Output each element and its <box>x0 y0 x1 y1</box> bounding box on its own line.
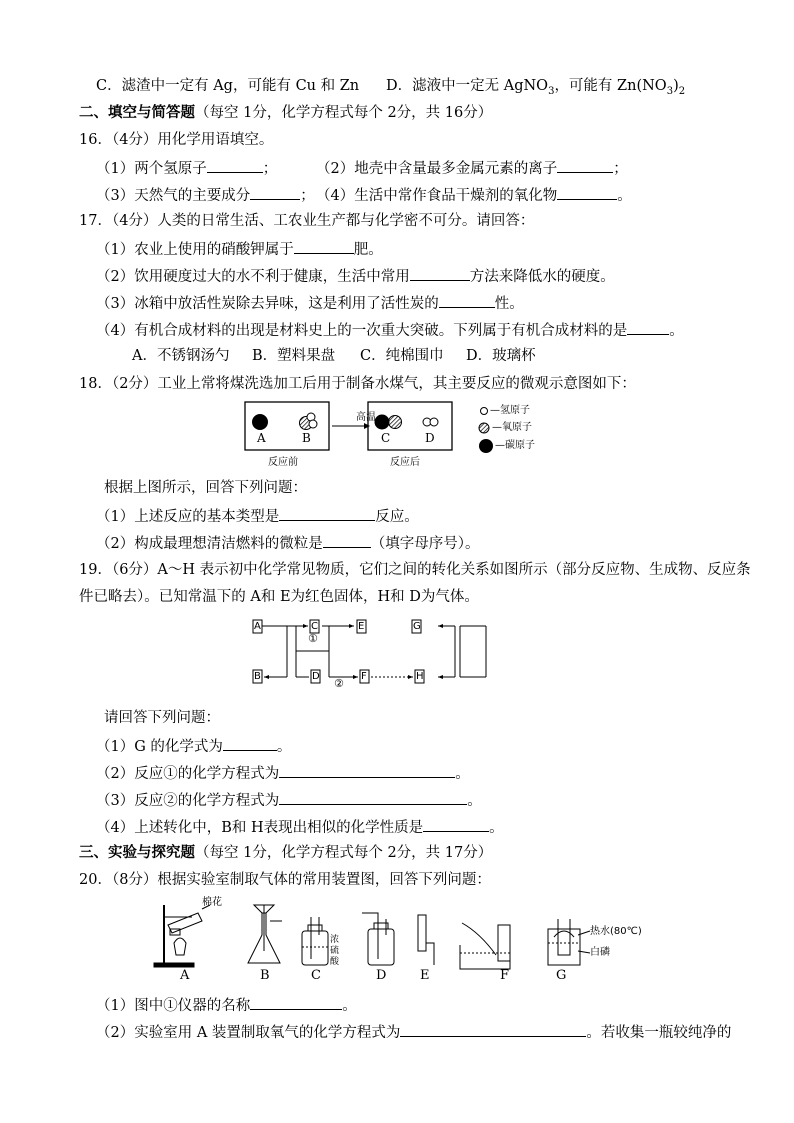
item-end: 。 <box>276 739 292 755</box>
arrow-head-icon <box>438 675 443 679</box>
label-b: B <box>302 431 311 445</box>
q15-option-d-part: ，可能有 Zn(NO <box>554 78 667 94</box>
section-note: （每空 1分，化学方程式每个 2分，共 17分） <box>195 845 493 861</box>
legend-carbon: —碳原子 <box>495 440 535 451</box>
answer-blank[interactable] <box>279 789 467 805</box>
q15-option-d-sub: 2 <box>678 85 686 97</box>
q15-option-d-sub: 3 <box>548 85 555 97</box>
item-end: 。 <box>669 323 684 339</box>
oxygen-atom-icon <box>389 416 402 429</box>
q19-item-3 <box>96 789 482 811</box>
item-end: 。 <box>342 998 357 1014</box>
label-a: A <box>257 431 266 445</box>
node-c: C <box>311 621 318 632</box>
item-end: 。 <box>455 766 470 782</box>
section-2-heading <box>79 103 492 123</box>
reaction-mark-2: ② <box>334 677 344 690</box>
apparatus-label-a: A <box>180 968 190 983</box>
section-3-heading <box>79 843 492 863</box>
node-h: H <box>416 671 424 682</box>
item-end: 性。 <box>494 296 524 312</box>
hot-water-label: 热水(80℃) <box>590 926 642 937</box>
q18-item-1 <box>96 505 419 527</box>
q19-item-2 <box>96 762 470 784</box>
q20-item-1 <box>96 994 357 1016</box>
arrow-head-icon <box>408 675 413 679</box>
q15-option-d-part: D．滤液中一定无 AgNO <box>386 78 549 94</box>
item-text: （2）反应①的化学方程式为 <box>96 766 280 782</box>
item-text: （3）冰箱中放活性炭除去异味，这是利用了活性炭的 <box>96 296 439 312</box>
before-caption: 反应前 <box>268 457 298 468</box>
item-text: （3）天然气的主要成分 <box>96 188 251 204</box>
item-text: （2）构成最理想清洁燃料的微粒是 <box>96 536 323 552</box>
q19-item-1 <box>96 735 291 757</box>
answer-blank[interactable] <box>410 265 470 281</box>
item-text: （1）G 的化学式为 <box>96 739 223 755</box>
item-text: （3）反应②的化学方程式为 <box>96 793 280 809</box>
after-caption: 反应后 <box>390 457 420 468</box>
answer-blank[interactable] <box>279 505 375 521</box>
oxygen-legend-icon <box>479 423 489 433</box>
q19-item-4 <box>96 816 504 838</box>
item-text: （2）饮用硬度过大的水不利于健康，生活中常用 <box>96 269 410 285</box>
reaction-diagram <box>244 400 724 472</box>
q17-item-3 <box>96 292 524 314</box>
item-text: （4）上述转化中，B和 H表现出相似的化学性质是 <box>96 820 424 836</box>
q19-stem-line1: 19．（6分）A～H 表示初中化学常见物质，它们之间的转化关系如图所示（部分反应物、生成物、反应条 <box>79 562 751 578</box>
answer-blank[interactable] <box>627 319 669 335</box>
arrow-head-icon <box>264 675 269 679</box>
item-end: ； <box>300 188 315 204</box>
item-text: （1）两个氢原子 <box>96 161 207 177</box>
node-b: B <box>254 671 261 682</box>
q16-item-4 <box>316 184 632 206</box>
node-a: A <box>254 621 261 632</box>
answer-blank[interactable] <box>294 238 354 254</box>
item-end: 反应。 <box>375 509 419 525</box>
q20-stem: 20．（8分）根据实验室制取气体的常用装置图，回答下列问题： <box>79 872 491 888</box>
q17-item-2 <box>96 265 615 287</box>
q19-stem-line2: 件已略去）。已知常温下的 A和 E为红色固体，H和 D为气体。 <box>79 589 479 605</box>
node-f: F <box>361 671 367 682</box>
q17-option-b[interactable]: B．塑料果盘 <box>252 348 336 364</box>
answer-blank[interactable] <box>439 292 495 308</box>
item-end: 方法来降低水的硬度。 <box>469 269 615 285</box>
q17-stem: 17．（4分）人类的日常生活、工农业生产都与化学密不可分。请回答： <box>79 213 535 229</box>
item-end: ； <box>262 161 278 177</box>
reaction-diagram-svg <box>244 400 724 472</box>
q15-option-d-part: ) <box>673 78 679 94</box>
crucible-label: 白磷 <box>590 947 610 958</box>
answer-blank[interactable] <box>423 816 489 832</box>
cotton-label: 棉花 <box>202 897 222 908</box>
item-end: 。 <box>617 188 632 204</box>
q19-intro: 请回答下列问题： <box>104 710 220 726</box>
apparatus-label-g: G <box>556 968 567 983</box>
node-g: G <box>413 621 421 632</box>
answer-blank[interactable] <box>279 762 455 778</box>
apparatus-label-b: B <box>260 968 270 983</box>
answer-blank[interactable] <box>557 157 613 173</box>
q18-stem: 18．（2分）工业上常将煤洗选加工后用于制备水煤气，其主要反应的微观示意图如下： <box>79 376 636 392</box>
conversion-diagram <box>250 615 510 690</box>
q17-option-c[interactable]: C．纯棉围巾 <box>360 348 444 364</box>
label-d: D <box>425 431 435 445</box>
arrow-head-icon <box>349 624 354 628</box>
arrow-label: 高温 <box>356 412 376 423</box>
item-text: （4）生活中常作食品干燥剂的氧化物 <box>316 188 558 204</box>
q16-item-2 <box>316 157 628 179</box>
answer-blank[interactable] <box>223 735 277 751</box>
reaction-mark-1: ① <box>308 632 318 645</box>
q16-stem: 16．（4分）用化学用语填空。 <box>79 132 274 148</box>
section-title: 二、填空与简答题 <box>79 104 195 121</box>
q18-intro: 根据上图所示，回答下列问题： <box>104 480 307 496</box>
answer-blank[interactable] <box>400 1021 586 1037</box>
item-text: （1）图中①仪器的名称 <box>96 998 251 1014</box>
q15-option-c: C．滤渣中一定有 Ag，可能有 Cu 和 Zn <box>96 78 360 94</box>
answer-blank[interactable] <box>207 157 263 173</box>
hydrogen-atom-icon <box>430 418 438 426</box>
q17-item-4 <box>96 319 684 341</box>
answer-blank[interactable] <box>250 994 342 1010</box>
section-note: （每空 1分，化学方程式每个 2分，共 16分） <box>195 105 493 121</box>
answer-blank[interactable] <box>323 532 371 548</box>
item-text: （4）有机合成材料的出现是材料史上的一次重大突破。下列属于有机合成材料的是 <box>96 323 628 339</box>
item-end: 。 <box>489 820 504 836</box>
q17-option-a[interactable]: A．不锈钢汤勺 <box>132 348 230 364</box>
answer-blank[interactable] <box>557 184 617 200</box>
q17-option-d[interactable]: D．玻璃杯 <box>466 348 536 364</box>
apparatus-label-f: F <box>500 968 510 983</box>
legend-oxygen: —氧原子 <box>492 422 532 433</box>
item-end: 肥。 <box>353 242 383 258</box>
item-end: 。 <box>467 793 482 809</box>
arrow-head-icon <box>438 624 443 628</box>
apparatus-figure <box>150 895 650 987</box>
arrow-head-icon <box>353 675 358 679</box>
item-text: （1）农业上使用的硝酸钾属于 <box>96 242 294 258</box>
item-end: 。若收集一瓶较纯净的 <box>586 1025 732 1041</box>
label-c: C <box>381 431 391 445</box>
apparatus-label-e: E <box>420 968 430 983</box>
acid-label: 浓硫酸 <box>330 935 340 967</box>
hydrogen-atom-icon <box>309 420 317 428</box>
apparatus-svg <box>150 895 650 987</box>
hydrogen-legend-icon <box>481 408 488 415</box>
arrow-head-icon <box>303 624 308 628</box>
q15-option-d <box>386 76 685 102</box>
item-end: ； <box>613 161 628 177</box>
carbon-atom-icon <box>375 415 390 430</box>
answer-blank[interactable] <box>250 184 300 200</box>
node-d: D <box>312 671 320 682</box>
item-end: （填字母序号）。 <box>370 536 480 552</box>
carbon-atom-icon <box>252 414 268 430</box>
q17-item-1 <box>96 238 383 260</box>
item-text: （2）实验室用 A 装置制取氧气的化学方程式为 <box>96 1025 401 1041</box>
node-e: E <box>358 621 365 632</box>
item-text: （1）上述反应的基本类型是 <box>96 509 280 525</box>
q16-item-3 <box>96 184 315 206</box>
q20-item-2 <box>96 1021 731 1043</box>
item-text: （2）地壳中含量最多金属元素的离子 <box>316 161 558 177</box>
apparatus-label-c: C <box>311 968 321 983</box>
q16-item-1 <box>96 157 277 179</box>
section-title: 三、实验与探究题 <box>79 844 195 861</box>
carbon-legend-icon <box>479 439 493 453</box>
conversion-diagram-svg <box>250 615 510 690</box>
legend-hydrogen: —氢原子 <box>490 405 530 416</box>
q15-option-d-sub: 3 <box>666 85 674 97</box>
q18-item-2 <box>96 532 479 554</box>
apparatus-label-d: D <box>376 968 387 983</box>
